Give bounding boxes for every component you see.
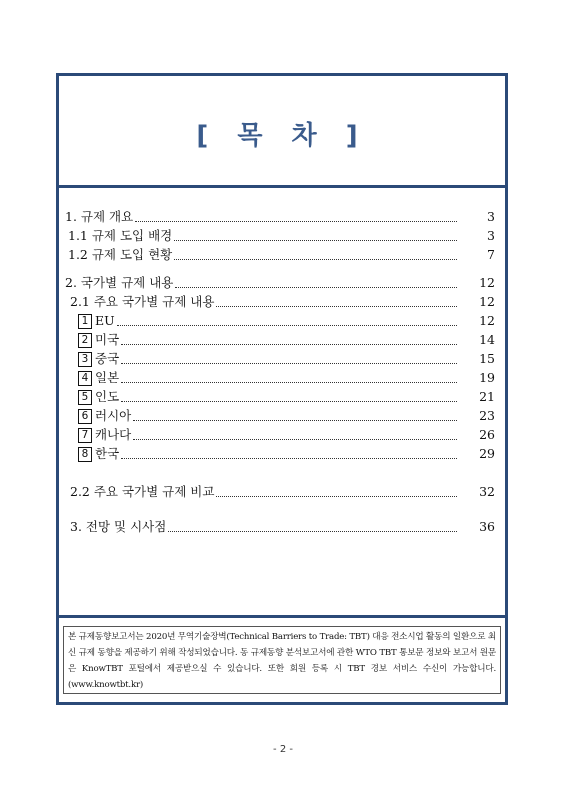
toc-entry-page: 36: [479, 519, 495, 534]
toc-leader-dots: [121, 389, 457, 402]
notice-section: [59, 615, 505, 702]
toc-leader-dots: [121, 332, 457, 345]
number-box: 2: [78, 333, 92, 348]
toc-entry-1[interactable]: [65, 208, 505, 226]
number-box: 3: [78, 352, 92, 367]
number-box: 7: [78, 428, 92, 443]
toc-entry-page: 14: [479, 332, 495, 347]
toc-leader-dots: [174, 247, 457, 260]
toc-entry-1-1[interactable]: [68, 227, 505, 245]
toc-entry-label: 러시아: [95, 408, 132, 423]
number-box: 1: [78, 314, 92, 329]
toc-leader-dots: [121, 370, 457, 383]
toc-entry-eu[interactable]: [78, 312, 505, 330]
number-box: 4: [78, 371, 92, 386]
toc-leader-dots: [133, 408, 457, 421]
page-number: - 2 -: [273, 744, 293, 755]
toc-entry-label: 중국: [95, 351, 120, 366]
toc-entry-label: 2.1 주요 국가별 규제 내용: [70, 294, 215, 309]
toc-entry-korea[interactable]: [78, 445, 505, 463]
toc-entry-india[interactable]: [78, 388, 505, 406]
toc-entry-label: 2.2 주요 국가별 규제 비교: [70, 484, 215, 499]
toc-leader-dots: [216, 484, 457, 497]
toc-entry-japan[interactable]: [78, 369, 505, 387]
toc-entry-label: 1.2 규제 도입 현황: [68, 247, 173, 262]
toc-entry-label: 일본: [95, 370, 120, 385]
toc-leader-dots: [175, 275, 457, 288]
number-box: 8: [78, 447, 92, 462]
number-box: 6: [78, 409, 92, 424]
toc-entry-us[interactable]: [78, 331, 505, 349]
toc-entry-page: 3: [487, 209, 495, 224]
toc-entry-page: 15: [479, 351, 495, 366]
toc-entry-page: 12: [479, 275, 495, 290]
toc-leader-dots: [121, 446, 457, 459]
toc-entry-2-1[interactable]: [70, 293, 505, 311]
toc-entry-2-2[interactable]: [70, 483, 505, 501]
toc-entry-page: 21: [479, 389, 495, 404]
toc-entry-label: 인도: [95, 389, 120, 404]
title-box: [59, 76, 505, 188]
toc-entry-page: 12: [479, 294, 495, 309]
toc-entry-page: 12: [479, 313, 495, 328]
toc-entry-page: 19: [479, 370, 495, 385]
toc-entry-canada[interactable]: [78, 426, 505, 444]
toc-entry-label: 1. 규제 개요: [65, 209, 134, 224]
toc-entry-2[interactable]: [65, 274, 505, 292]
toc-leader-dots: [135, 209, 457, 222]
number-box: 5: [78, 390, 92, 405]
toc-entry-label: 1.1 규제 도입 배경: [68, 228, 173, 243]
toc-leader-dots: [133, 427, 457, 440]
toc-leader-dots: [168, 519, 457, 532]
toc-leader-dots: [174, 228, 457, 241]
toc-entry-label: 3. 전망 및 시사점: [70, 519, 167, 534]
toc-entry-3[interactable]: [70, 518, 505, 536]
toc-entry-label: EU: [95, 313, 115, 328]
toc-entry-page: 32: [479, 484, 495, 499]
toc-leader-dots: [216, 294, 457, 307]
toc-entry-russia[interactable]: [78, 407, 505, 425]
toc-entry-page: 7: [487, 247, 495, 262]
page-title: [ 목 차 ]: [196, 121, 368, 151]
notice-text: 본 규제동향보고서는 2020년 무역기술장벽(Technical Barriers to Trade: TBT) 대응 전소시업 활동의 일환으로 최신 규제 동향을 제공하기 위해 작성되었습니다. 동 규제동향 분석보고서에 관한 WTO TBT 통보문 정보와 보고서 원문은 KnowTBT 포털에서 제공받으실 수 있습니다. 또한 회원 등록 시 TBT 경보 서비스 수신이 가능합니다. (www.knowtbt.kr): [63, 626, 501, 694]
toc-leader-dots: [117, 313, 457, 326]
toc-entry-label: 미국: [95, 332, 120, 347]
toc-entry-label: 2. 국가별 규제 내용: [65, 275, 174, 290]
toc-entry-page: 23: [479, 408, 495, 423]
toc-entry-1-2[interactable]: [68, 246, 505, 264]
toc-entry-page: 29: [479, 446, 495, 461]
toc-entry-label: 캐나다: [95, 427, 132, 442]
toc-leader-dots: [121, 351, 457, 364]
toc-entry-page: 26: [479, 427, 495, 442]
document-frame: [56, 73, 508, 705]
table-of-contents: [59, 188, 505, 618]
toc-entry-page: 3: [487, 228, 495, 243]
toc-entry-china[interactable]: [78, 350, 505, 368]
toc-entry-label: 한국: [95, 446, 120, 461]
